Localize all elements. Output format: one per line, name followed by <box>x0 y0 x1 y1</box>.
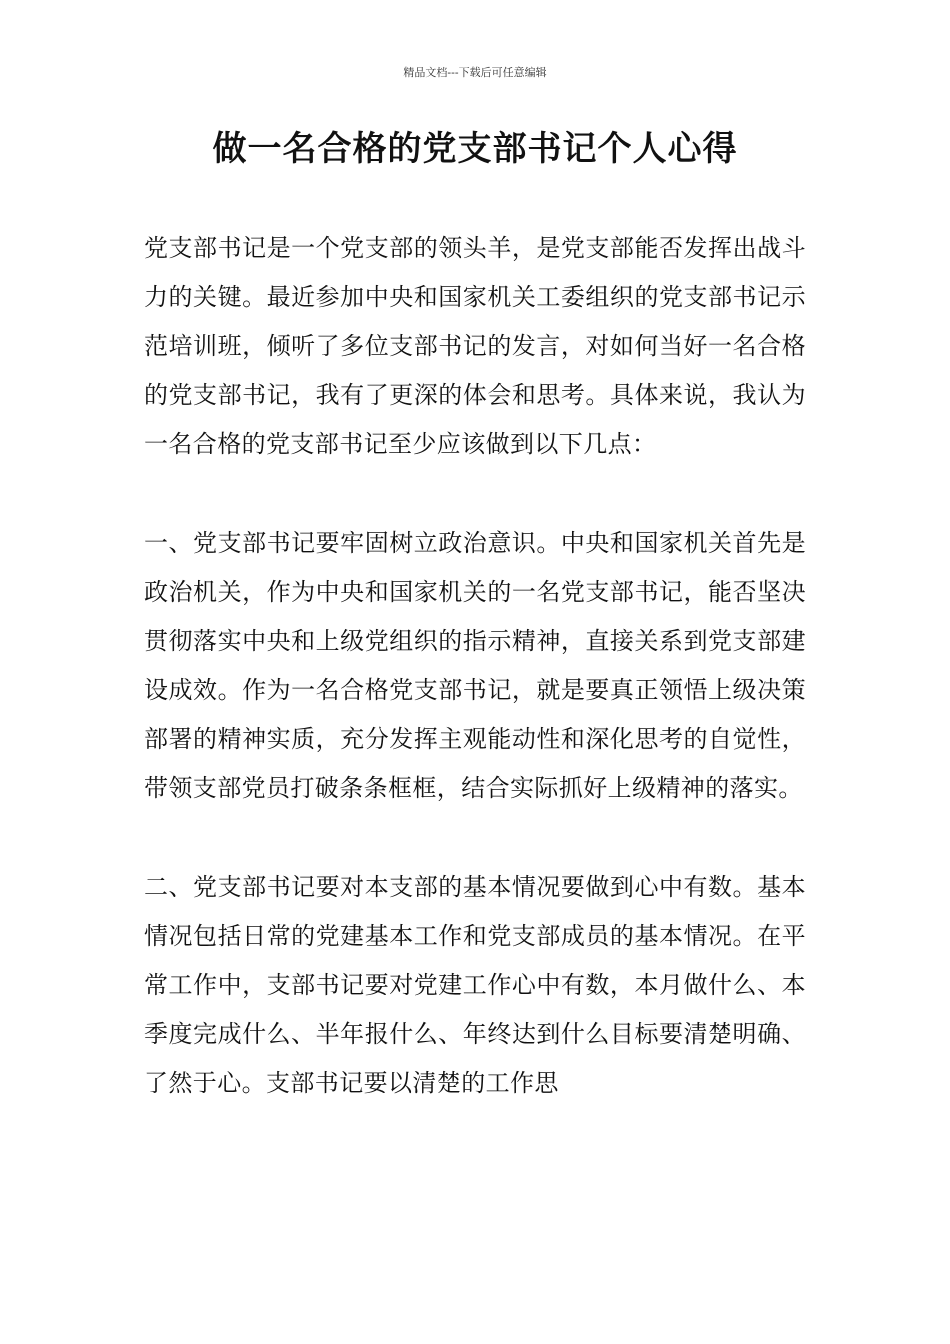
paragraph-point-one: 一、党支部书记要牢固树立政治意识。中央和国家机关首先是政治机关，作为中央和国家机关的一名党支部书记，能否坚决贯彻落实中央和上级党组织的指示精神，直接关系到党支部建设成效。作为一名合格党支部书记，就是要真正领悟上级决策部署的精神实质，充分发挥主观能动性和深化思考的自觉性，带领支部党员打破条条框框，结合实际抓好上级精神的落实。 <box>144 529 806 802</box>
header-note: 精品文档---下载后可任意编辑 <box>403 66 547 79</box>
document-body <box>144 224 806 1158</box>
document-title: 做一名合格的党支部书记个人心得 <box>212 129 738 169</box>
paragraph-intro: 党支部书记是一个党支部的领头羊，是党支部能否发挥出战斗力的关键。最近参加中央和国家机关工委组织的党支部书记示范培训班，倾听了多位支部书记的发言，对如何当好一名合格的党支部书记，我有了更深的体会和思考。具体来说，我认为一名合格的党支部书记至少应该做到以下几点： <box>144 234 806 458</box>
paragraph-point-two: 二、党支部书记要对本支部的基本情况要做到心中有数。基本情况包括日常的党建基本工作和党支部成员的基本情况。在平常工作中，支部书记要对党建工作心中有数，本月做什么、本季度完成什么、半年报什么、年终达到什么目标要清楚明确、了然于心。支部书记要以清楚的工作思 <box>144 873 806 1097</box>
